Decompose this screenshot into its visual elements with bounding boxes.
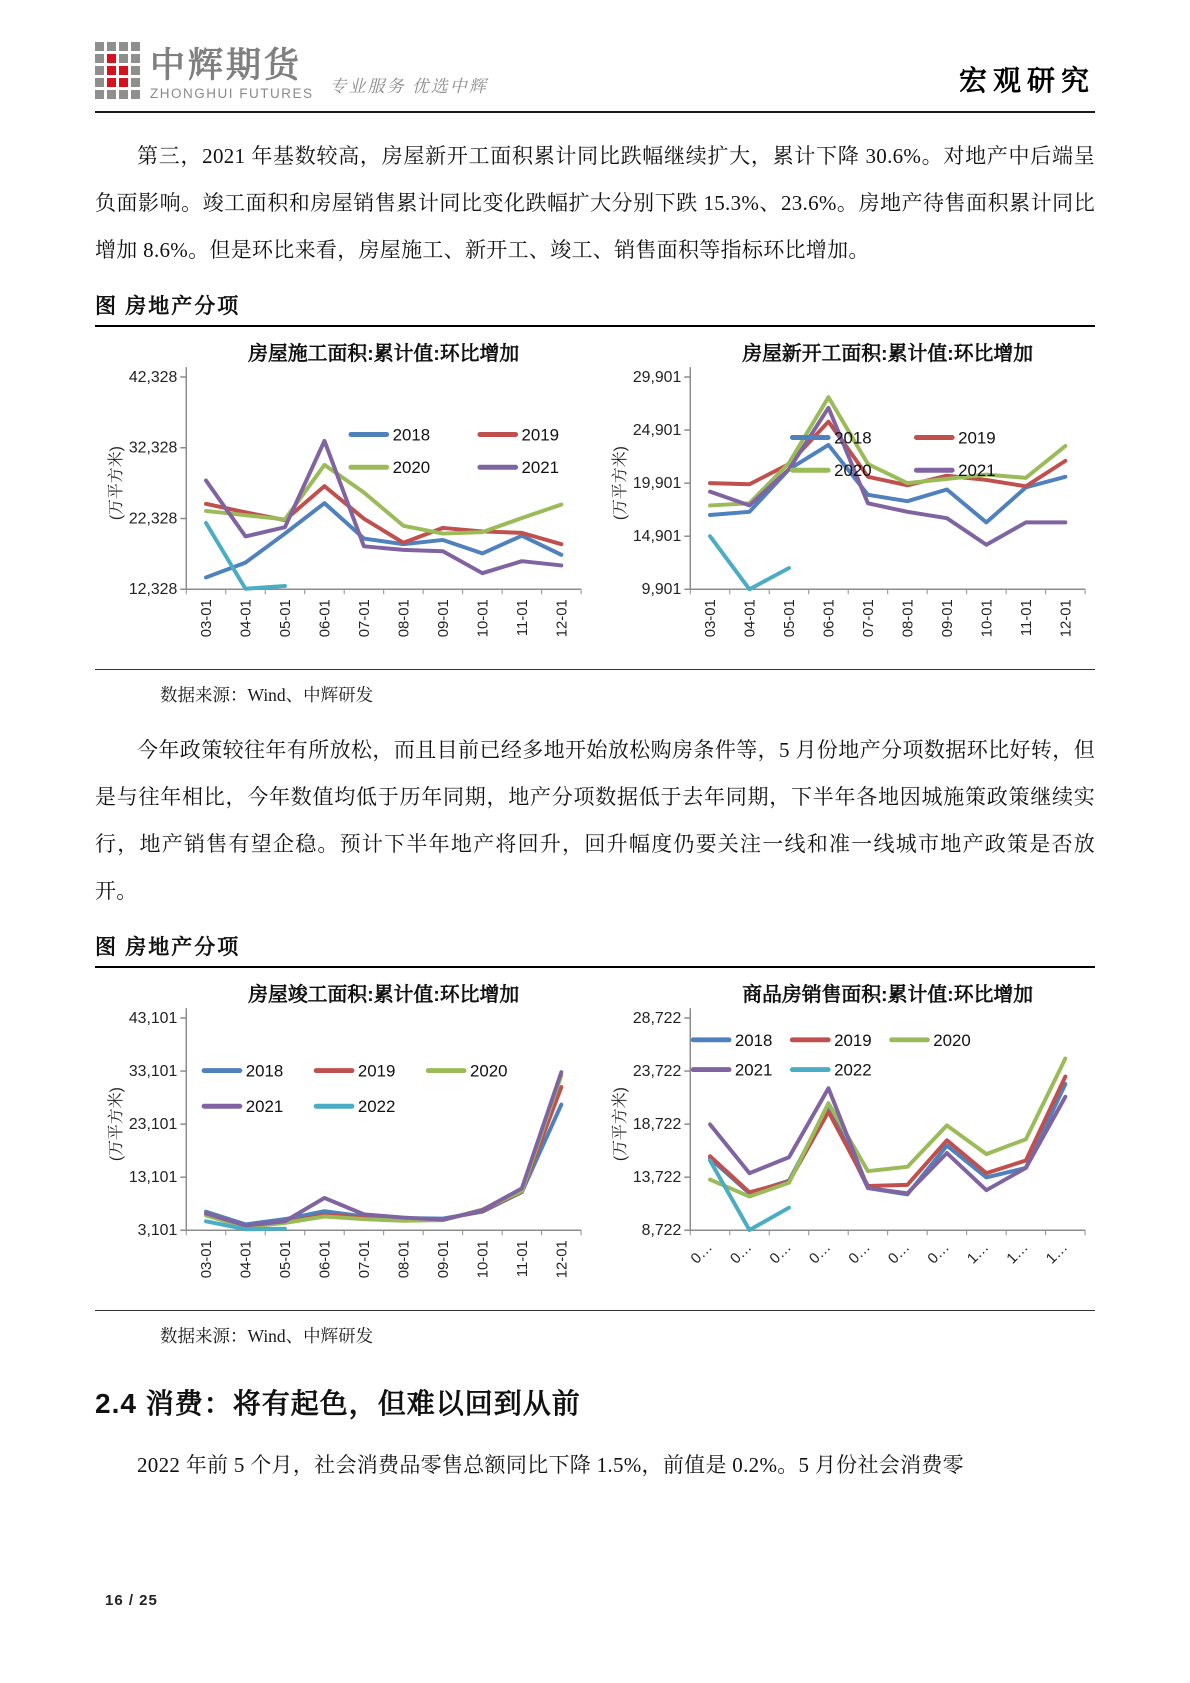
x-tick-label: 1… [964, 1239, 993, 1268]
x-tick-label: 06-01 [317, 1240, 334, 1279]
x-tick-label: 11-01 [514, 599, 531, 637]
y-tick-label: 14,901 [632, 528, 682, 546]
y-tick-label: 18,722 [632, 1116, 682, 1134]
y-tick-label: 23,101 [128, 1116, 178, 1134]
x-tick-label: 07-01 [356, 1240, 373, 1279]
y-axis-label: (万平方米) [611, 446, 629, 521]
x-tick-label: 07-01 [356, 599, 373, 638]
x-tick-label: 03-01 [198, 1240, 215, 1279]
x-tick-label: 05-01 [277, 1240, 294, 1279]
x-tick-label: 1… [1043, 1239, 1072, 1268]
y-tick-label: 32,328 [128, 439, 178, 457]
legend-label-2020: 2020 [392, 458, 431, 478]
x-tick-label: 04-01 [238, 599, 255, 638]
chart-housing-new-starts-area [599, 335, 1095, 665]
y-tick-label: 29,901 [632, 368, 682, 386]
series-line-2022 [206, 523, 285, 589]
chart-commodity-housing-sales-area [599, 976, 1095, 1306]
x-tick-label: 05-01 [277, 599, 294, 638]
x-tick-label: 11-01 [1018, 599, 1035, 637]
paragraph-housing-starts: 第三，2021 年基数较高，房屋新开工面积累计同比跌幅继续扩大，累计下降 30.6%。对地产中后端呈负面影响。竣工面积和房屋销售累计同比变化跌幅扩大分别下跌 15.3%、23.6%。房地产待售面积累计同比增加 8.6%。但是环比来看，房屋施工、新开工、竣工、销售面积等指标环比增加。 [95, 144, 1095, 262]
x-tick-label: 10-01 [979, 599, 996, 638]
series-line-2018 [206, 1105, 561, 1225]
x-tick-label: 09-01 [939, 599, 956, 638]
legend-label-2020: 2020 [834, 461, 872, 481]
x-tick-label: 08-01 [900, 599, 917, 638]
x-tick-label: 0… [806, 1239, 835, 1268]
chart-title: 商品房销售面积:累计值:环比增加 [742, 984, 1034, 1007]
legend-label-2019: 2019 [521, 425, 560, 445]
x-tick-label: 09-01 [435, 599, 452, 638]
logo-tagline: 专业服务 优选中辉 [329, 77, 488, 96]
legend-label-2018: 2018 [245, 1061, 284, 1081]
logo-company-name-en: ZHONGHUI FUTURES [150, 86, 314, 101]
chart-row-2 [95, 976, 1095, 1306]
x-tick-label: 10-01 [475, 599, 492, 638]
x-tick-label: 04-01 [238, 1240, 255, 1279]
x-tick-label: 05-01 [781, 599, 798, 638]
y-tick-label: 9,901 [641, 581, 682, 599]
paragraph-policy-outlook: 今年政策较往年有所放松，而且目前已经多地开始放松购房条件等，5 月份地产分项数据环比好转，但是与往年相比，今年数值均低于历年同期，地产分项数据低于去年同期，下半年各地因城施策政策继续实行，地产销售有望企稳。预计下半年地产将回升，回升幅度仍要关注一线和准一线城市地产政策是否放开。 [95, 738, 1095, 903]
legend-label-2021: 2021 [958, 461, 996, 481]
section-heading-consumption: 2.4 消费：将有起色，但难以回到从前 [95, 1388, 581, 1419]
x-tick-label: 07-01 [860, 599, 877, 638]
x-tick-label: 03-01 [702, 599, 719, 638]
paragraph-consumption: 2022 年前 5 个月，社会消费品零售总额同比下降 1.5%，前值是 0.2%。5 月份社会消费零 [137, 1453, 964, 1477]
legend-label-2021: 2021 [521, 458, 560, 478]
logo-text-block [150, 48, 314, 101]
x-tick-label: 1… [1003, 1239, 1032, 1268]
logo-mark-icon [95, 42, 140, 99]
x-tick-label: 0… [925, 1239, 953, 1268]
legend-label-2020: 2020 [469, 1061, 508, 1081]
series-line-2020 [710, 397, 1065, 505]
x-tick-label: 09-01 [435, 1240, 452, 1279]
data-source-2: 数据来源：Wind、中辉研发 [95, 1310, 1095, 1348]
company-logo [95, 42, 488, 101]
chart-housing-construction-area [95, 335, 591, 665]
report-type-label: 宏观研究 [958, 66, 1095, 97]
chart-title: 房屋施工面积:累计值:环比增加 [248, 343, 520, 366]
series-line-2022 [710, 536, 789, 589]
legend-label-2019: 2019 [834, 1030, 872, 1050]
legend-label-2019: 2019 [958, 428, 996, 448]
x-tick-label: 06-01 [821, 599, 838, 638]
series-line-2020 [206, 465, 561, 534]
y-tick-label: 13,722 [632, 1169, 682, 1187]
legend-label-2018: 2018 [834, 428, 872, 448]
series-line-2021 [206, 1072, 561, 1225]
x-tick-label: 03-01 [198, 599, 215, 638]
x-tick-label: 0… [688, 1239, 716, 1268]
y-tick-label: 12,328 [128, 581, 178, 599]
x-tick-label: 10-01 [475, 1240, 492, 1279]
page-number: 16 / 25 [105, 1592, 158, 1609]
x-tick-label: 12-01 [1058, 599, 1075, 638]
x-tick-label: 08-01 [396, 1240, 413, 1279]
x-tick-label: 04-01 [742, 599, 759, 638]
legend-label-2022: 2022 [834, 1060, 872, 1080]
x-tick-label: 12-01 [554, 599, 571, 638]
data-source-1: 数据来源：Wind、中辉研发 [95, 669, 1095, 707]
chart-title: 房屋竣工面积:累计值:环比增加 [248, 984, 520, 1007]
y-tick-label: 13,101 [128, 1169, 178, 1187]
chart-row-1 [95, 335, 1095, 665]
y-tick-label: 33,101 [128, 1063, 178, 1081]
x-tick-label: 08-01 [396, 599, 413, 638]
y-tick-label: 43,101 [128, 1009, 178, 1027]
y-axis-label: (万平方米) [611, 1087, 629, 1162]
legend-label-2021: 2021 [734, 1060, 773, 1080]
chart-housing-completion-area [95, 976, 591, 1306]
logo-company-name: 中辉期货 [150, 46, 303, 85]
chart-title: 房屋新开工面积:累计值:环比增加 [742, 343, 1034, 366]
x-tick-label: 0… [846, 1239, 874, 1268]
y-axis-label: (万平方米) [107, 446, 125, 521]
y-tick-label: 28,722 [632, 1009, 682, 1027]
legend-label-2019: 2019 [357, 1061, 396, 1081]
x-tick-label: 0… [885, 1239, 914, 1268]
x-tick-label: 0… [767, 1239, 795, 1268]
legend-label-2021: 2021 [245, 1097, 284, 1117]
legend-label-2020: 2020 [933, 1030, 971, 1050]
x-tick-label: 11-01 [514, 1240, 531, 1278]
x-tick-label: 12-01 [554, 1240, 571, 1279]
legend-label-2018: 2018 [392, 425, 431, 445]
legend-label-2018: 2018 [734, 1030, 773, 1050]
y-tick-label: 3,101 [137, 1222, 178, 1240]
y-tick-label: 8,722 [641, 1222, 682, 1240]
y-axis-label: (万平方米) [107, 1087, 125, 1162]
x-tick-label: 06-01 [317, 599, 334, 638]
page-header [95, 0, 1095, 113]
y-tick-label: 22,328 [128, 510, 178, 528]
series-line-2021 [710, 1088, 1065, 1193]
y-tick-label: 42,328 [128, 368, 178, 386]
legend-label-2022: 2022 [357, 1097, 396, 1117]
figure-caption-2: 图 房地产分项 [95, 931, 1095, 968]
x-tick-label: 0… [727, 1239, 756, 1268]
y-tick-label: 23,722 [632, 1063, 682, 1081]
y-tick-label: 19,901 [632, 475, 682, 493]
y-tick-label: 24,901 [632, 422, 682, 440]
figure-caption-1: 图 房地产分项 [95, 290, 1095, 327]
